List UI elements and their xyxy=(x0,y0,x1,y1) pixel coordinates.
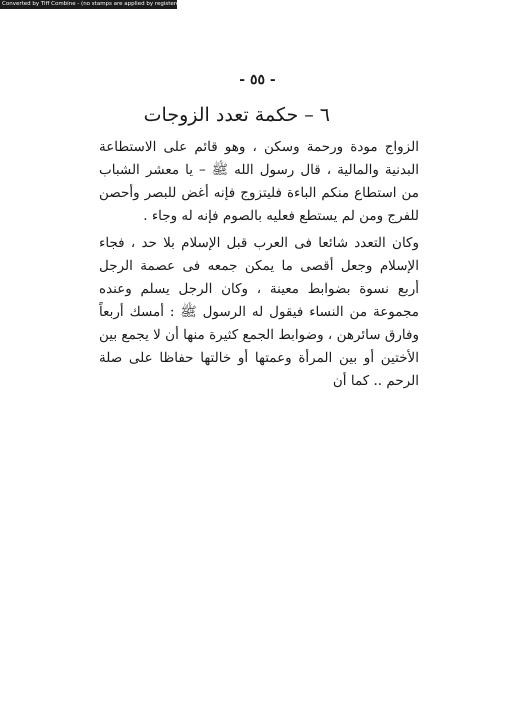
paragraph-polygamy-history: وكان التعدد شائعا فى العرب قبل الإسلام بلا حد ، فجاء الإسلام وجعل أقصى ما يمكن جمعه فى عصمة الرجل أربع نسوة بضوابط معينة ، وكان الرجل يسلم وعنده مجموعة من النساء فيقول له الرسول ﷺ : أمسك أربعاً وفارق سائرهن ، وضوابط الجمع كثيرة منها أن لا يجمع بين الأختين أو بين المرأة وعمتها أو خالتها حفاظا على صلة الرحم .. كما أن xyxy=(99,235,419,389)
paragraph-marriage-definition: الزواج مودة ورحمة وسكن ، وهو قائم على الاستطاعة البدنية والمالية ، قال رسول الله ﷺ – يا معشر الشباب من استطاع منكم الباءة فليتزوج فإنه أغض للبصر وأحصن للفرج ومن لم يستطع فعليه بالصوم فإنه له وجاء . xyxy=(99,139,419,224)
page-number: - ٥٥ - xyxy=(239,72,276,88)
converter-watermark: Converted by Tiff Combine - (no stamps are applied by registered version) xyxy=(2,1,207,7)
section-heading: ٦ – حكمة تعدد الزوجات xyxy=(143,104,330,126)
